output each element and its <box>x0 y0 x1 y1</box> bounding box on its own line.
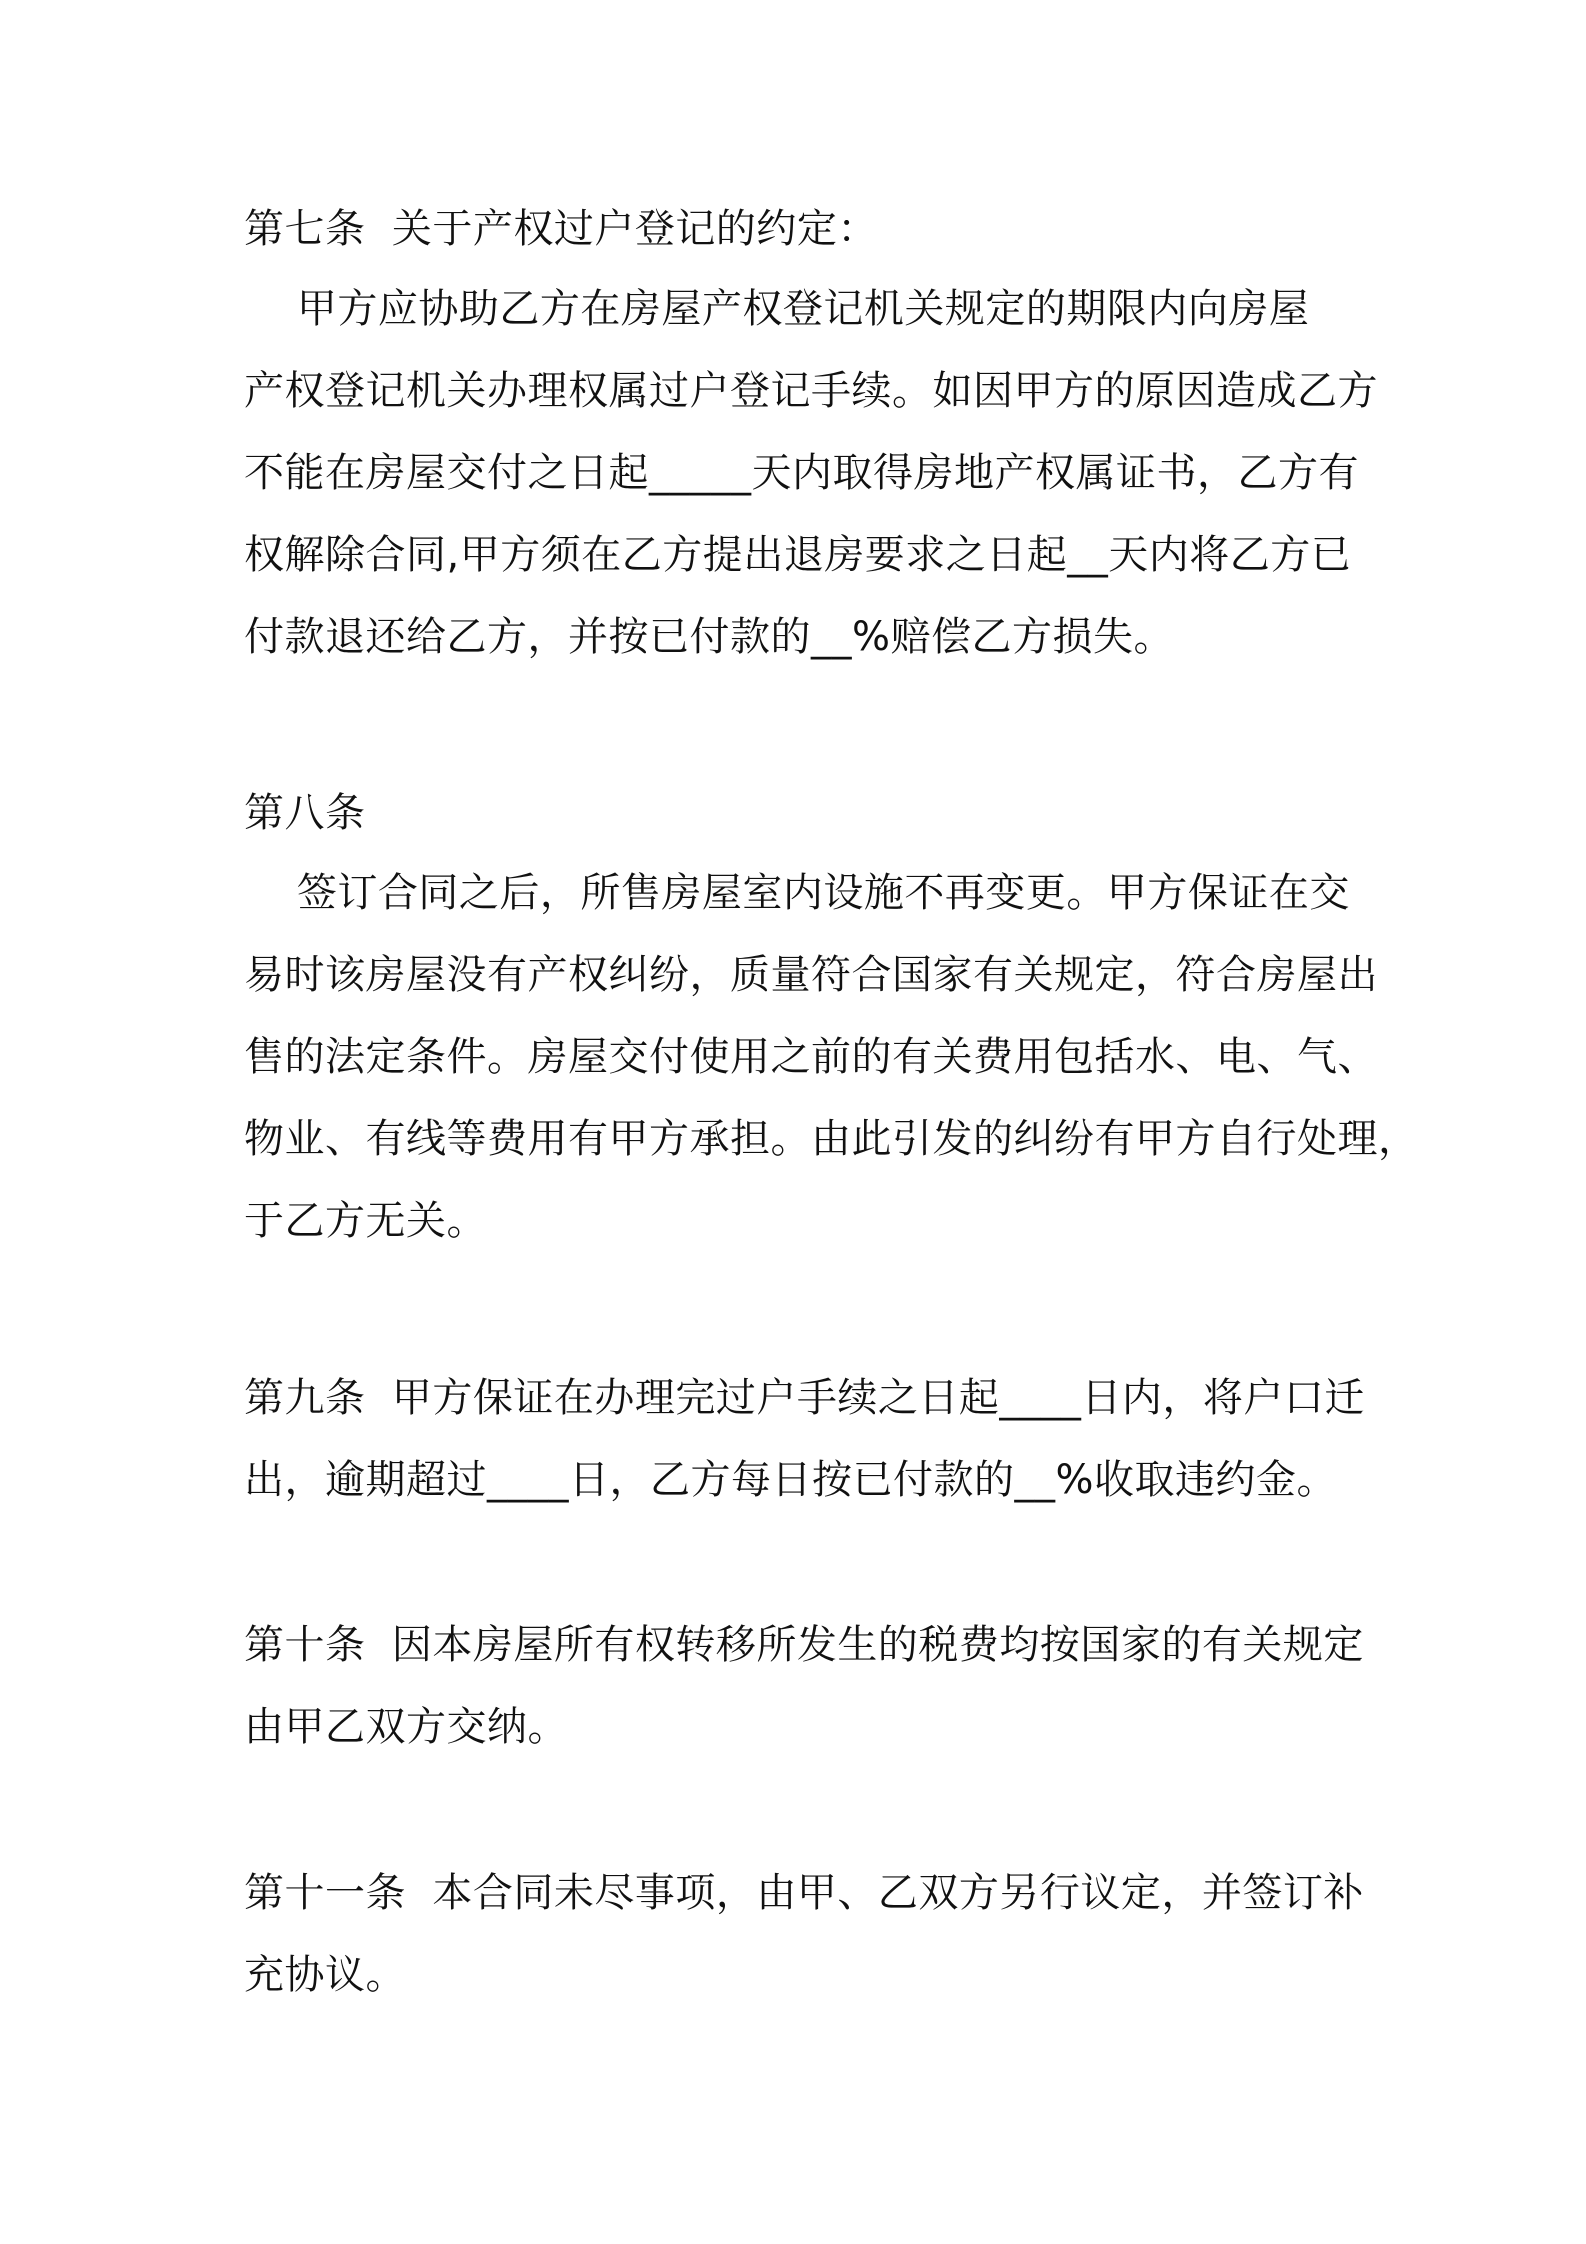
article-7-heading <box>244 188 1344 270</box>
article-9-line: 出，逾期超过____日，乙方每日按已付款的__%收取违约金。 <box>244 1457 1338 1503</box>
article-8-line: 物业、有线等费用有甲方承担。由此引发的纠纷有甲方自行处理， <box>244 1116 1419 1162</box>
article-8-title: 第八条 <box>244 790 366 836</box>
article-8-line: 签订合同之后，所售房屋室内设施不再变更。甲方保证在交 <box>244 870 1350 916</box>
article-7-line: 不能在房屋交付之日起_____天内取得房地产权属证书，乙方有 <box>244 450 1359 496</box>
article-10 <box>244 1604 1364 1768</box>
article-7-line: 甲方应协助乙方在房屋产权登记机关规定的期限内向房屋 <box>244 286 1310 332</box>
article-8-line: 易时该房屋没有产权纠纷，质量符合国家有关规定，符合房屋出 <box>244 952 1378 998</box>
article-8-body <box>244 852 1419 1262</box>
article-11 <box>244 1852 1364 2016</box>
article-10-line: 第十条 因本房屋所有权转移所发生的税费均按国家的有关规定 <box>244 1622 1364 1668</box>
article-11-line: 充协议。 <box>244 1952 406 1998</box>
article-7-line: 权解除合同,甲方须在乙方提出退房要求之日起__天内将乙方已 <box>244 532 1352 578</box>
article-8-heading <box>244 772 1344 854</box>
article-10-line: 由甲乙双方交纳。 <box>244 1704 568 1750</box>
article-9-line: 第九条 甲方保证在办理完过户手续之日起____日内，将户口迁 <box>244 1375 1365 1421</box>
article-7-body <box>244 268 1378 678</box>
article-7-title: 第七条 关于产权过户登记的约定： <box>244 206 878 252</box>
article-8-line: 售的法定条件。房屋交付使用之前的有关费用包括水、电、气、 <box>244 1034 1378 1080</box>
article-8-line: 于乙方无关。 <box>244 1198 487 1244</box>
article-7-line: 付款退还给乙方，并按已付款的__%赔偿乙方损失。 <box>244 614 1175 660</box>
article-11-line: 第十一条 本合同未尽事项，由甲、乙双方另行议定，并签订补 <box>244 1870 1364 1916</box>
article-9 <box>244 1357 1365 1521</box>
article-7-line: 产权登记机关办理权属过户登记手续。如因甲方的原因造成乙方 <box>244 368 1378 414</box>
